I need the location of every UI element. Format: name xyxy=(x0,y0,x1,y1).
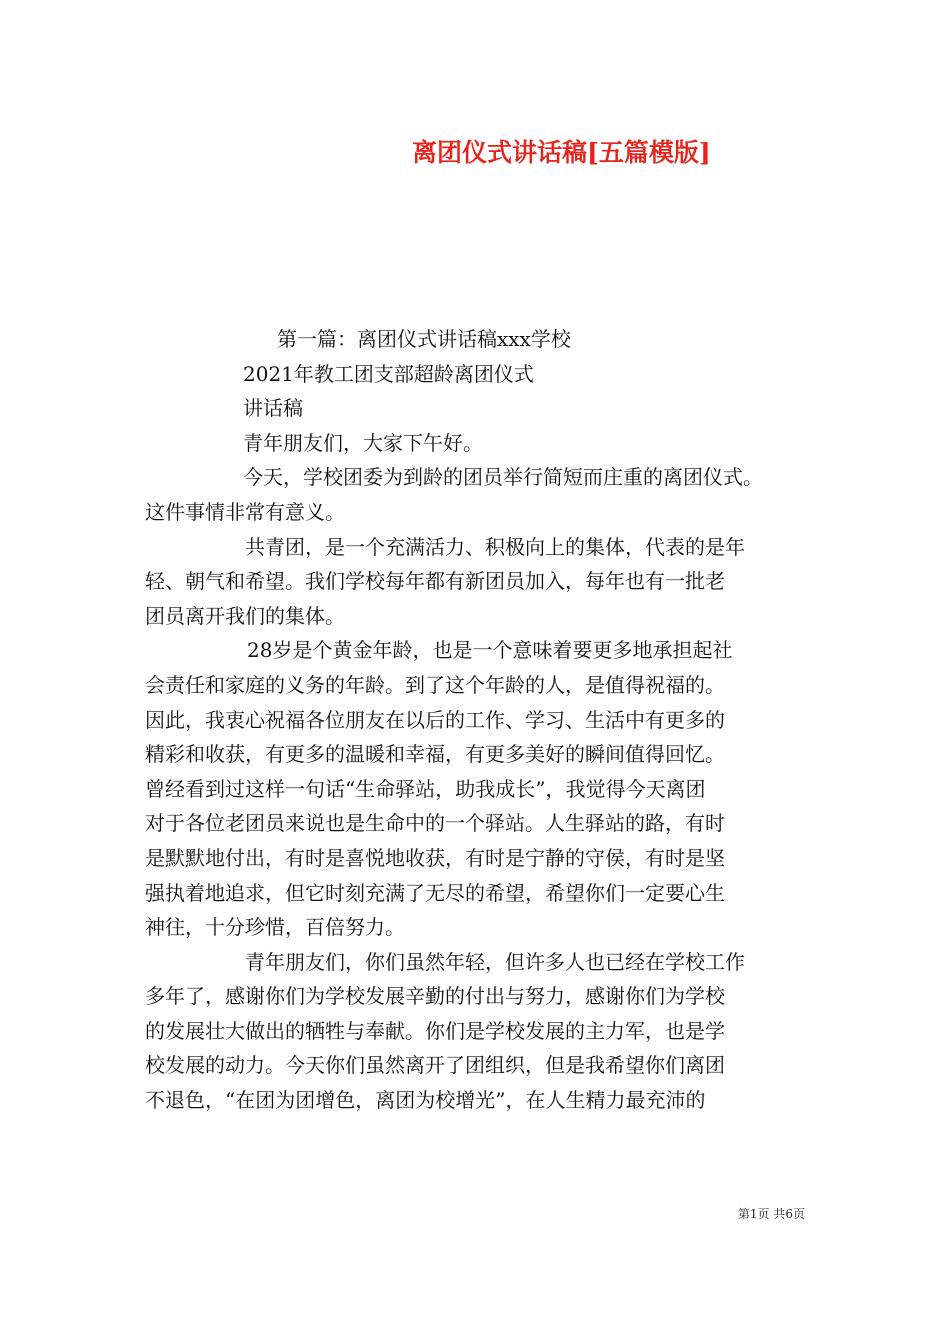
paragraph-line: 是默默地付出，有时是喜悦地收获，有时是宁静的守侯，有时是坚 xyxy=(145,845,725,870)
paragraph-line: 强执着地追求，但它时刻充满了无尽的希望，希望你们一定要心生 xyxy=(145,880,725,905)
paragraph-line: 多年了，感谢你们为学校发展辛勤的付出与努力，感谢你们为学校 xyxy=(145,984,725,1009)
paragraph-line: 团员离开我们的集体。 xyxy=(145,603,345,628)
paragraph-line: 曾经看到过这样一句话“生命驿站，助我成长”，我觉得今天离团 xyxy=(145,776,706,801)
paragraph-line: 因此，我衷心祝福各位朋友在以后的工作、学习、生活中有更多的 xyxy=(145,707,725,732)
paragraph-line: 这件事情非常有意义。 xyxy=(145,499,345,524)
paragraph-line: 精彩和收获，有更多的温暖和幸福，有更多美好的瞬间值得回忆。 xyxy=(145,742,725,767)
paragraph-line: 讲话稿 xyxy=(243,396,303,421)
paragraph-line: 轻、朝气和希望。我们学校每年都有新团员加入，每年也有一批老 xyxy=(145,569,725,594)
document-title: 离团仪式讲话稿[五篇模版] xyxy=(412,138,711,167)
page-number-footer: 第1页 共6页 xyxy=(737,1207,805,1221)
paragraph-line: 会责任和家庭的义务的年龄。到了这个年龄的人，是值得祝福的。 xyxy=(145,672,725,697)
paragraph-line: 2021年教工团支部超龄离团仪式 xyxy=(243,361,534,386)
paragraph-line: 28岁是个黄金年龄，也是一个意味着要更多地承担起社 xyxy=(247,638,733,663)
paragraph-line: 对于各位老团员来说也是生命中的一个驿站。人生驿站的路，有时 xyxy=(145,811,725,836)
paragraph-line: 青年朋友们，你们虽然年轻，但许多人也已经在学校工作 xyxy=(245,949,745,974)
paragraph-line: 神往，十分珍惜，百倍努力。 xyxy=(145,915,405,940)
document-body xyxy=(145,322,805,1118)
paragraph-line: 第一篇：离团仪式讲话稿xxx学校 xyxy=(277,327,571,351)
paragraph-line: 共青团，是一个充满活力、积极向上的集体，代表的是年 xyxy=(245,534,745,559)
paragraph-line: 青年朋友们，大家下午好。 xyxy=(243,430,483,455)
paragraph-line: 的发展壮大做出的牺牲与奉献。你们是学校发展的主力军，也是学 xyxy=(145,1018,725,1043)
paragraph-line: 今天，学校团委为到龄的团员举行简短而庄重的离团仪式。 xyxy=(243,465,763,490)
paragraph-line: 不退色，“在团为团增色，离团为校增光”，在人生精力最充沛的 xyxy=(145,1088,706,1113)
paragraph-line: 校发展的动力。今天你们虽然离开了团组织，但是我希望你们离团 xyxy=(145,1053,725,1078)
